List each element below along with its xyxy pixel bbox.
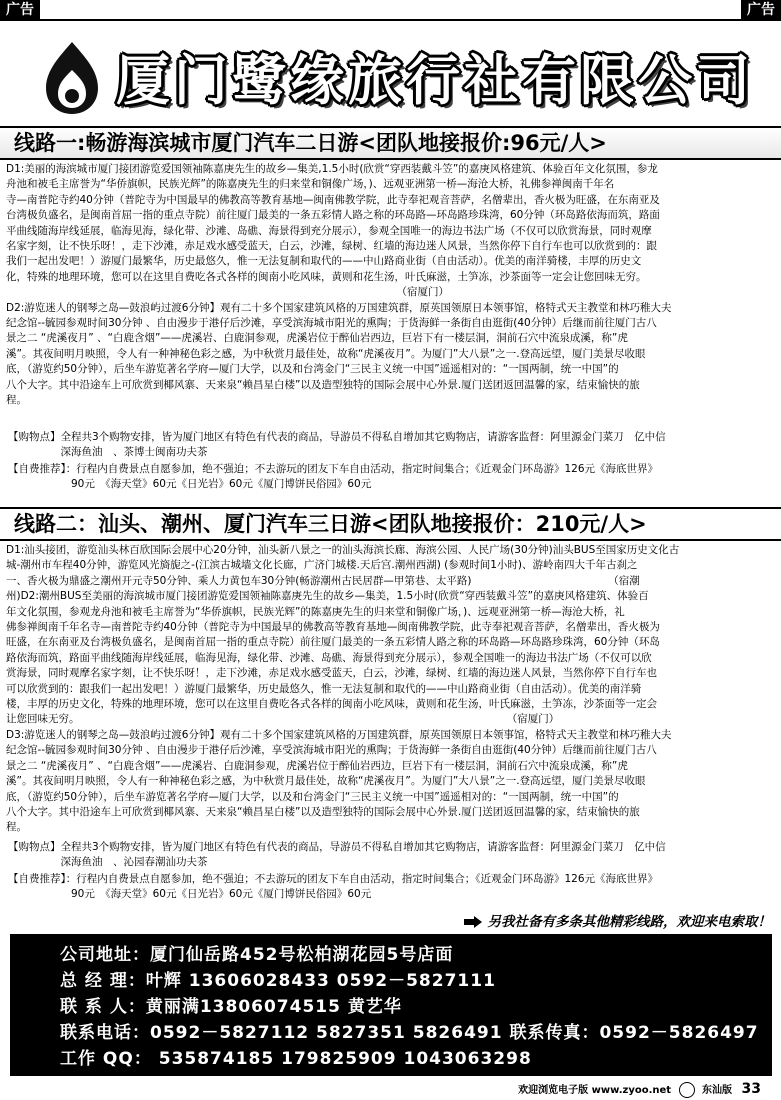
route1-optional: 【自费推荐】：行程内自费景点自愿参加，绝不强迫；不去游玩的团友下车自由活动，指定时间集合；《近观金门环岛游》126元《海底世界》 90元 《海天堂》60元《日光岩》60元《厦门博饼民俗园》60元 <box>8 463 659 491</box>
route1-shopping: 【购物点】全程共3个购物安排，皆为厦门地区有特色有代表的商品，导游员不得私自增加其它购物店，请游客监督：阿里源金门菜刀 亿中信 深海鱼油 、茶博士闽南功夫茶 <box>8 431 666 459</box>
company-name: 厦门鹭缘旅行社有限公司 <box>116 49 754 112</box>
promo-text: 另我社备有多条其他精彩线路，欢迎来电索取！ <box>487 914 771 930</box>
footer <box>518 1081 761 1098</box>
route2-itinerary: D1:汕头接团，游览汕头林百欣国际会展中心20分钟，汕头新八景之一的汕头海滨长廊、海滨公园、人民广场(30分钟)汕头BUS至国家历史文化古 城-潮州市车程40分钟，游览风光旖旎之-(江滨古城墙文化长廊，广济门城楼.天后宫.潮州西湖) (参观时间1小时)、游岭南四大千年古刹之 一、香火极为鼎盛之潮州开元寺50分钟、乘人力黄包车30分钟(畅游潮州古民居群—甲第巷、太平路) （宿潮 州)D2:潮州BUS至美丽的海滨城市厦门接团游览爱国领袖陈嘉庚先生的故乡—集美，1.5小时(欣赏“穿西装戴斗笠”的嘉庚风格建筑、体验百 年文化氛围，参观龙舟池和被毛主席誉为“华侨旗帜，民族光辉”的陈嘉庚先生的归来堂和铜像广场，)、远观亚洲第一桥—海沧大桥，礼 佛参禅闽南千年名寺—南普陀寺约40分钟（普陀寺为中国最早的佛教高等教育基地—闽南佛教学院，此寺奉祀观音菩萨，名僧辈出，香火极为 旺盛，在东南亚及台湾极负盛名，是闽南首屈一指的重点寺院）前往厦门最美的一条五彩情人路之称的环岛路—环岛路珍珠湾，60分钟（环岛 路依海而筑，路面平曲线随海岸线延展，临海见海，绿化带、沙滩、岛礁、海景得到充分展示），参观全国唯一的海边书法广场（不仅可以欣 赏海景，同时观摩名家字刻，让不快乐呀！，走下沙滩，赤足戏水感受蓝天，白云，沙滩，绿树、红墙的海边迷人风景，当然你停下自行车也 可以欣赏到的：跟我们一起出发吧！）游厦门最繁华，历史最悠久，惟一无法复制和取代的——中山路商业街（自由活动）。优美的南洋骑 楼，丰厚的历史文化，特殊的地理环境，您可以在这里自费吃各式各样的闽南小吃风味，黄则和花生汤，叶氏麻滋，土笋冻，沙茶面等一定会 让您回味无穷。 （宿厦门） D3:游览迷人的钢琴之岛—鼓浪屿过渡6分钟】观有二十多个国家建筑风格的万国建筑群，原英国领原日本领事馆，格特式天主教堂和林巧稚大夫 纪念馆--毓园参观时间30分钟 、自由漫步于港仔后沙滩，享受滨海城市阳光的熏陶；于货海鲜一条街自由逛街(40分钟）后继而前往厦门古八 景之二 “虎溪夜月” 、“白鹿含烟”——虎溪岩、白鹿洞参观，虎溪岩位于醉仙岩西边，巨岩下有一楼层洞，洞前石穴中流泉成溪，称”虎 溪”。其夜间明月映照，令人有一种神秘色彩之感，为中秋赏月最佳处，故称“虎溪夜月”。为厦门”大八景”之一.登高远望，厦门美景尽收眼 底，（游览约50分钟），后坐车游览著名学府—厦门大学，以及和台湾金门“三民主义统一中国”遥遥相对的：“一国两制，统一中国”的 八个大字。其中沿途车上可欣赏到椰风寨、天来泉“赖昌星白楼”以及造型独特的国际会展中心外景.厦门送团返回温馨的家，结束愉快的旅 程。 <box>6 544 680 834</box>
contact-address: 公司地址：厦门仙岳路452号松柏湖花园5号店面 <box>60 945 454 965</box>
contact-qq: 工作 QQ： 535874185 179825909 1043063298 <box>60 1049 532 1069</box>
route2-shopping: 【购物点】全程共3个购物安排，皆为厦门地区有特色有代表的商品，导游员不得私自增加其它购物店，请游客监督：阿里源金门菜刀 亿中信 深海鱼油 、沁园春潮汕功夫茶 <box>8 841 666 869</box>
route2-title: 线路二：汕头、潮州、厦门汽车三日游<团队地接报价：210元/人> <box>0 507 781 541</box>
arrow-right-icon <box>464 916 482 928</box>
contact-phone: 联系电话：0592－5827112 5827351 5826491 联系传真：0592－5826497 <box>60 1023 759 1043</box>
contact-box <box>10 934 772 1076</box>
contact-person: 联 系 人：黄丽满13806074515 黄艺华 <box>60 997 402 1017</box>
seal-icon <box>679 1082 695 1098</box>
contact-manager: 总 经 理：叶辉 13606028433 0592－5827111 <box>60 971 496 991</box>
footer-site: 欢迎浏览电子版 www.zyoo.net <box>518 1085 672 1096</box>
page-number: 33 <box>741 1081 761 1097</box>
ad-tag-right: 广告 <box>741 0 781 20</box>
promo-line <box>464 910 772 930</box>
top-rule <box>0 19 781 21</box>
route1-title: 线路一:畅游海滨城市厦门汽车二日游<团队地接报价:96元/人> <box>0 126 781 160</box>
company-logo-icon <box>36 40 108 116</box>
route1-itinerary: D1:美丽的海滨城市厦门接团游览爱国领袖陈嘉庚先生的故乡—集美,1.5小时(欣赏“穿西装戴斗笠”的嘉庚风格建筑、体验百年文化氛围，参龙 舟池和被毛主席誉为“华侨旗帜，民族光辉”的陈嘉庚先生的归来堂和铜像广场，)、远观亚洲第一桥—海沧大桥，礼佛参禅闽南千年名 寺—南普陀寺约40分钟（普陀寺为中国最早的佛教高等教育基地—闽南佛教学院，此寺奉祀观音菩萨，名僧辈出，香火极为旺盛，在东南亚及 台湾极负盛名，是闽南首屈一指的重点寺院）前往厦门最美的一条五彩情人路之称的环岛路—环岛路珍珠湾，60分钟（环岛路依海而筑，路面 平曲线随海岸线延展，临海见海，绿化带、沙滩、岛礁、海景得到充分展示），参观全国唯一的海边书法广场（不仅可以欣赏海景，同时观摩 名家字刻，让不快乐呀！，走下沙滩，赤足戏水感受蓝天，白云，沙滩，绿树、红墙的海边迷人风景，当然你停下自行车也可以欣赏到的：跟 我们一起出发吧！）游厦门最繁华，历史最悠久，惟一无法复制和取代的——中山路商业街（自由活动）。优美的南洋骑楼，丰厚的历史文 化，特殊的地理环境，您可以在这里自费吃各式各样的闽南小吃风味，黄则和花生汤，叶氏麻滋，土笋冻，沙茶面等一定会让您回味无穷。 （宿厦门） D2:游览迷人的钢琴之岛—鼓浪屿过渡6分钟】观有二十多个国家建筑风格的万国建筑群，原英国领原日本领事馆，格特式天主教堂和林巧稚大夫 纪念馆--毓园参观时间30分钟 、自由漫步于港仔后沙滩，享受滨海城市阳光的熏陶；于货海鲜一条街自由逛街(40分钟）后继而前往厦门古八 景之二 “虎溪夜月” 、“白鹿含烟”——虎溪岩、白鹿洞参观，虎溪岩位于醉仙岩西边，巨岩下有一楼层洞，洞前石穴中流泉成溪，称”虎 溪”。其夜间明月映照，令人有一种神秘色彩之感，为中秋赏月最佳处，故称“虎溪夜月”。为厦门”大八景”之一.登高远望，厦门美景尽收眼 底，（游览约50分钟），后坐车游览著名学府—厦门大学，以及和台湾金门“三民主义统一中国”遥遥相对的：“一国两制，统一中国”的 八个大字。其中沿途车上可欣赏到椰风寨、天来泉“赖昌星白楼”以及造型独特的国际会展中心外景.厦门送团返回温馨的家，结束愉快的旅 程。 <box>6 163 672 407</box>
footer-edition: 东汕版 <box>702 1085 733 1096</box>
ad-tag-left: 广告 <box>0 0 40 20</box>
route2-optional: 【自费推荐】：行程内自费景点自愿参加，绝不强迫；不去游玩的团友下车自由活动，指定时间集合；《近观金门环岛游》126元《海底世界》 90元 《海天堂》60元《日光岩》60元《厦门博饼民俗园》60元 <box>8 873 659 901</box>
